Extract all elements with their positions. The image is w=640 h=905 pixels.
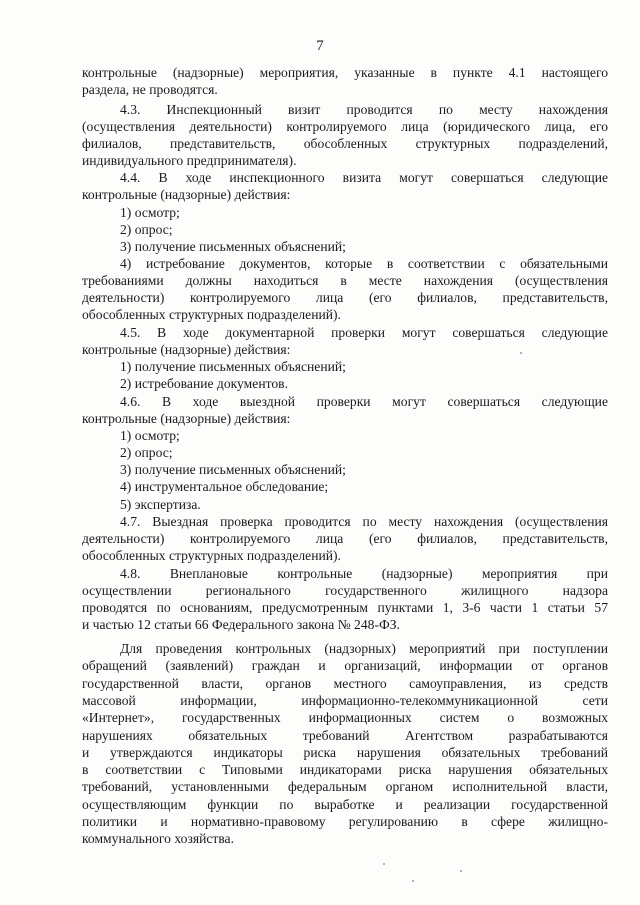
text-line: 1) получение письменных объяснений; (120, 359, 346, 374)
text-line: контрольные (надзорные) действия: (82, 187, 291, 202)
scan-speck (460, 870, 462, 872)
scan-speck (383, 863, 385, 865)
text-line: раздела, не проводятся. (82, 82, 218, 97)
text-line: деятельности) контролируемого лица (его филиалов, представительств, (82, 290, 608, 305)
text-line: 2) опрос; (120, 445, 173, 460)
text-line: 4) истребование документов, которые в соответствии с обязательными (120, 256, 608, 271)
text-line: (осуществления деятельности) контролируемого лица (юридического лица, его (82, 119, 608, 134)
text-line: «Интернет», государственных информационных систем о возможных (82, 710, 608, 725)
text-line: 3) получение письменных объяснений; (120, 239, 346, 254)
text-line: 4.8. Внеплановые контрольные (надзорные) мероприятия при (120, 566, 608, 581)
text-line: требованиями должны находиться в месте нахождения (осуществления (82, 273, 608, 288)
text-line: обращений (заявлений) граждан и организаций, информации от органов (82, 658, 608, 673)
text-line: 4.6. В ходе выездной проверки могут совершаться следующие (120, 394, 608, 409)
text-line: и утверждаются индикаторы риска нарушения обязательных требований (82, 745, 608, 760)
scan-speck (520, 352, 522, 354)
text-line: 4) инструментальное обследование; (120, 479, 329, 494)
text-line: 4.3. Инспекционный визит проводится по месту нахождения (120, 102, 608, 117)
text-line: требований, установленными федеральным органом исполнительной власти, (82, 779, 608, 794)
text-line: 4.5. В ходе документарной проверки могут совершаться следующие (120, 325, 608, 340)
text-line: коммунального хозяйства. (82, 831, 234, 846)
text-line: политики и нормативно-правовому регулированию в сфере жилищно- (82, 814, 608, 829)
text-line: контрольные (надзорные) действия: (82, 342, 291, 357)
text-line: в соответствии с Типовыми индикаторами риска нарушения обязательных (82, 762, 608, 777)
text-line: государственной власти, органов местного самоуправления, из средств (82, 676, 608, 691)
text-line: 2) истребование документов. (120, 376, 288, 391)
text-line: деятельности) контролируемого лица (его филиалов, представительств, (82, 531, 608, 546)
text-line: контрольные (надзорные) действия: (82, 411, 291, 426)
text-line: и частью 12 статьи 66 Федерального закона № 248-ФЗ. (82, 617, 400, 632)
text-line: проводятся по основаниям, предусмотренным пунктами 1, 3-6 части 1 статьи 57 (82, 600, 608, 615)
text-line: филиалов, представительств, обособленных структурных подразделений, (82, 136, 608, 151)
text-line: осуществляющим функции по выработке и реализации государственной (82, 797, 608, 812)
text-line: контрольные (надзорные) мероприятия, указанные в пункте 4.1 настоящего (82, 65, 608, 80)
text-line: 4.4. В ходе инспекционного визита могут совершаться следующие (120, 170, 608, 185)
text-line: 3) получение письменных объяснений; (120, 462, 346, 477)
text-line: обособленных структурных подразделений). (82, 307, 341, 322)
text-line: индивидуального предпринимателя). (82, 153, 297, 168)
text-line: обособленных структурных подразделений). (82, 548, 341, 563)
text-line: осуществлении регионального государственного жилищного надзора (82, 583, 608, 598)
page-number: 7 (316, 38, 324, 54)
text-line: 5) экспертиза. (120, 497, 201, 512)
scan-speck (412, 880, 414, 882)
text-line: 4.7. Выездная проверка проводится по месту нахождения (осуществления (120, 514, 608, 529)
text-line: нарушениях обязательных требований Агентством разрабатываются (82, 728, 608, 743)
text-line: 1) осмотр; (120, 205, 180, 220)
text-line: Для проведения контрольных (надзорных) мероприятий при поступлении (120, 641, 608, 656)
text-line: 2) опрос; (120, 222, 173, 237)
text-line: массовой информации, информационно-телекоммуникационной сети (82, 693, 608, 708)
text-line: 1) осмотр; (120, 428, 180, 443)
